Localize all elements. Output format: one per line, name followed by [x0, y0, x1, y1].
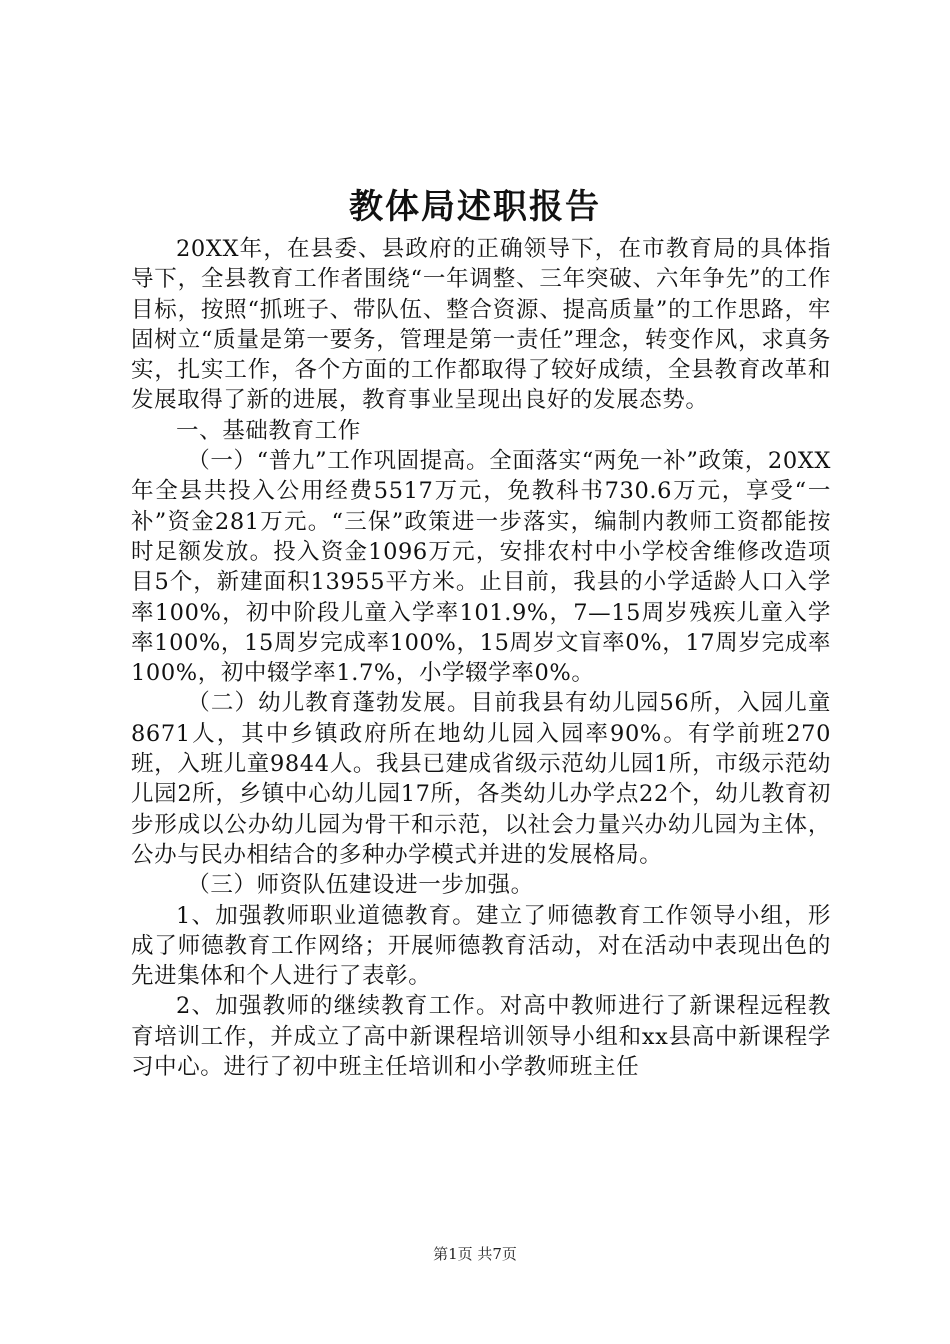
- document-title: 教体局述职报告: [349, 187, 601, 227]
- paragraph-preschool-education: （二）幼儿教育蓬勃发展。目前我县有幼儿园56所，入园儿童8671人，其中乡镇政府所在地幼儿园入园率90%。有学前班270班，入班儿童9844人。我县已建成省级示范幼儿园1所，市级示范幼儿园2所，乡镇中心幼儿园17所，各类幼儿办学点22个，幼儿教育初步形成以公办幼儿园为骨干和示范，以社会力量兴办幼儿园为主体，公办与民办相结合的多种办学模式并进的发展格局。: [131, 690, 831, 868]
- page-footer: 第1页 共7页: [433, 1245, 517, 1263]
- paragraph-continuing-education: 2、加强教师的继续教育工作。对高中教师进行了新课程远程教育培训工作，并成立了高中新课程培训领导小组和xx县高中新课程学习中心。进行了初中班主任培训和小学教师班主任: [131, 993, 831, 1081]
- paragraph-compulsory-education: （一）“普九”工作巩固提高。全面落实“两免一补”政策，20XX年全县共投入公用经费5517万元，免教科书730.6万元，享受“一补”资金281万元。“三保”政策进一步落实，编制内教师工资都能按时足额发放。投入资金1096万元，安排农村中小学校舍维修改造项目5个，新建面积13955平方米。止目前，我县的小学适龄人口入学率100%，初中阶段儿童入学率101.9%，7—15周岁残疾儿童入学率100%，15周岁完成率100%，15周岁文盲率0%，17周岁完成率100%，初中辍学率1.7%，小学辍学率0%。: [131, 448, 831, 687]
- section-heading-basic-education: 一、基础教育工作: [176, 417, 361, 444]
- intro-paragraph: 20XX年，在县委、县政府的正确领导下，在市教育局的具体指导下，全县教育工作者围绕“一年调整、三年突破、六年争先”的工作目标，按照“抓班子、带队伍、整合资源、提高质量”的工作思路，牢固树立“质量是第一要务，管理是第一责任”理念，转变作风，求真务实，扎实工作，各个方面的工作都取得了较好成绩，全县教育改革和发展取得了新的进展，教育事业呈现出良好的发展态势。: [131, 236, 831, 414]
- paragraph-teacher-ethics: 1、加强教师职业道德教育。建立了师德教育工作领导小组，形成了师德教育工作网络；开展师德教育活动，对在活动中表现出色的先进集体和个人进行了表彰。: [131, 902, 831, 990]
- paragraph-teacher-team-heading: （三）师资队伍建设进一步加强。: [187, 872, 534, 899]
- document-body: [131, 234, 831, 1082]
